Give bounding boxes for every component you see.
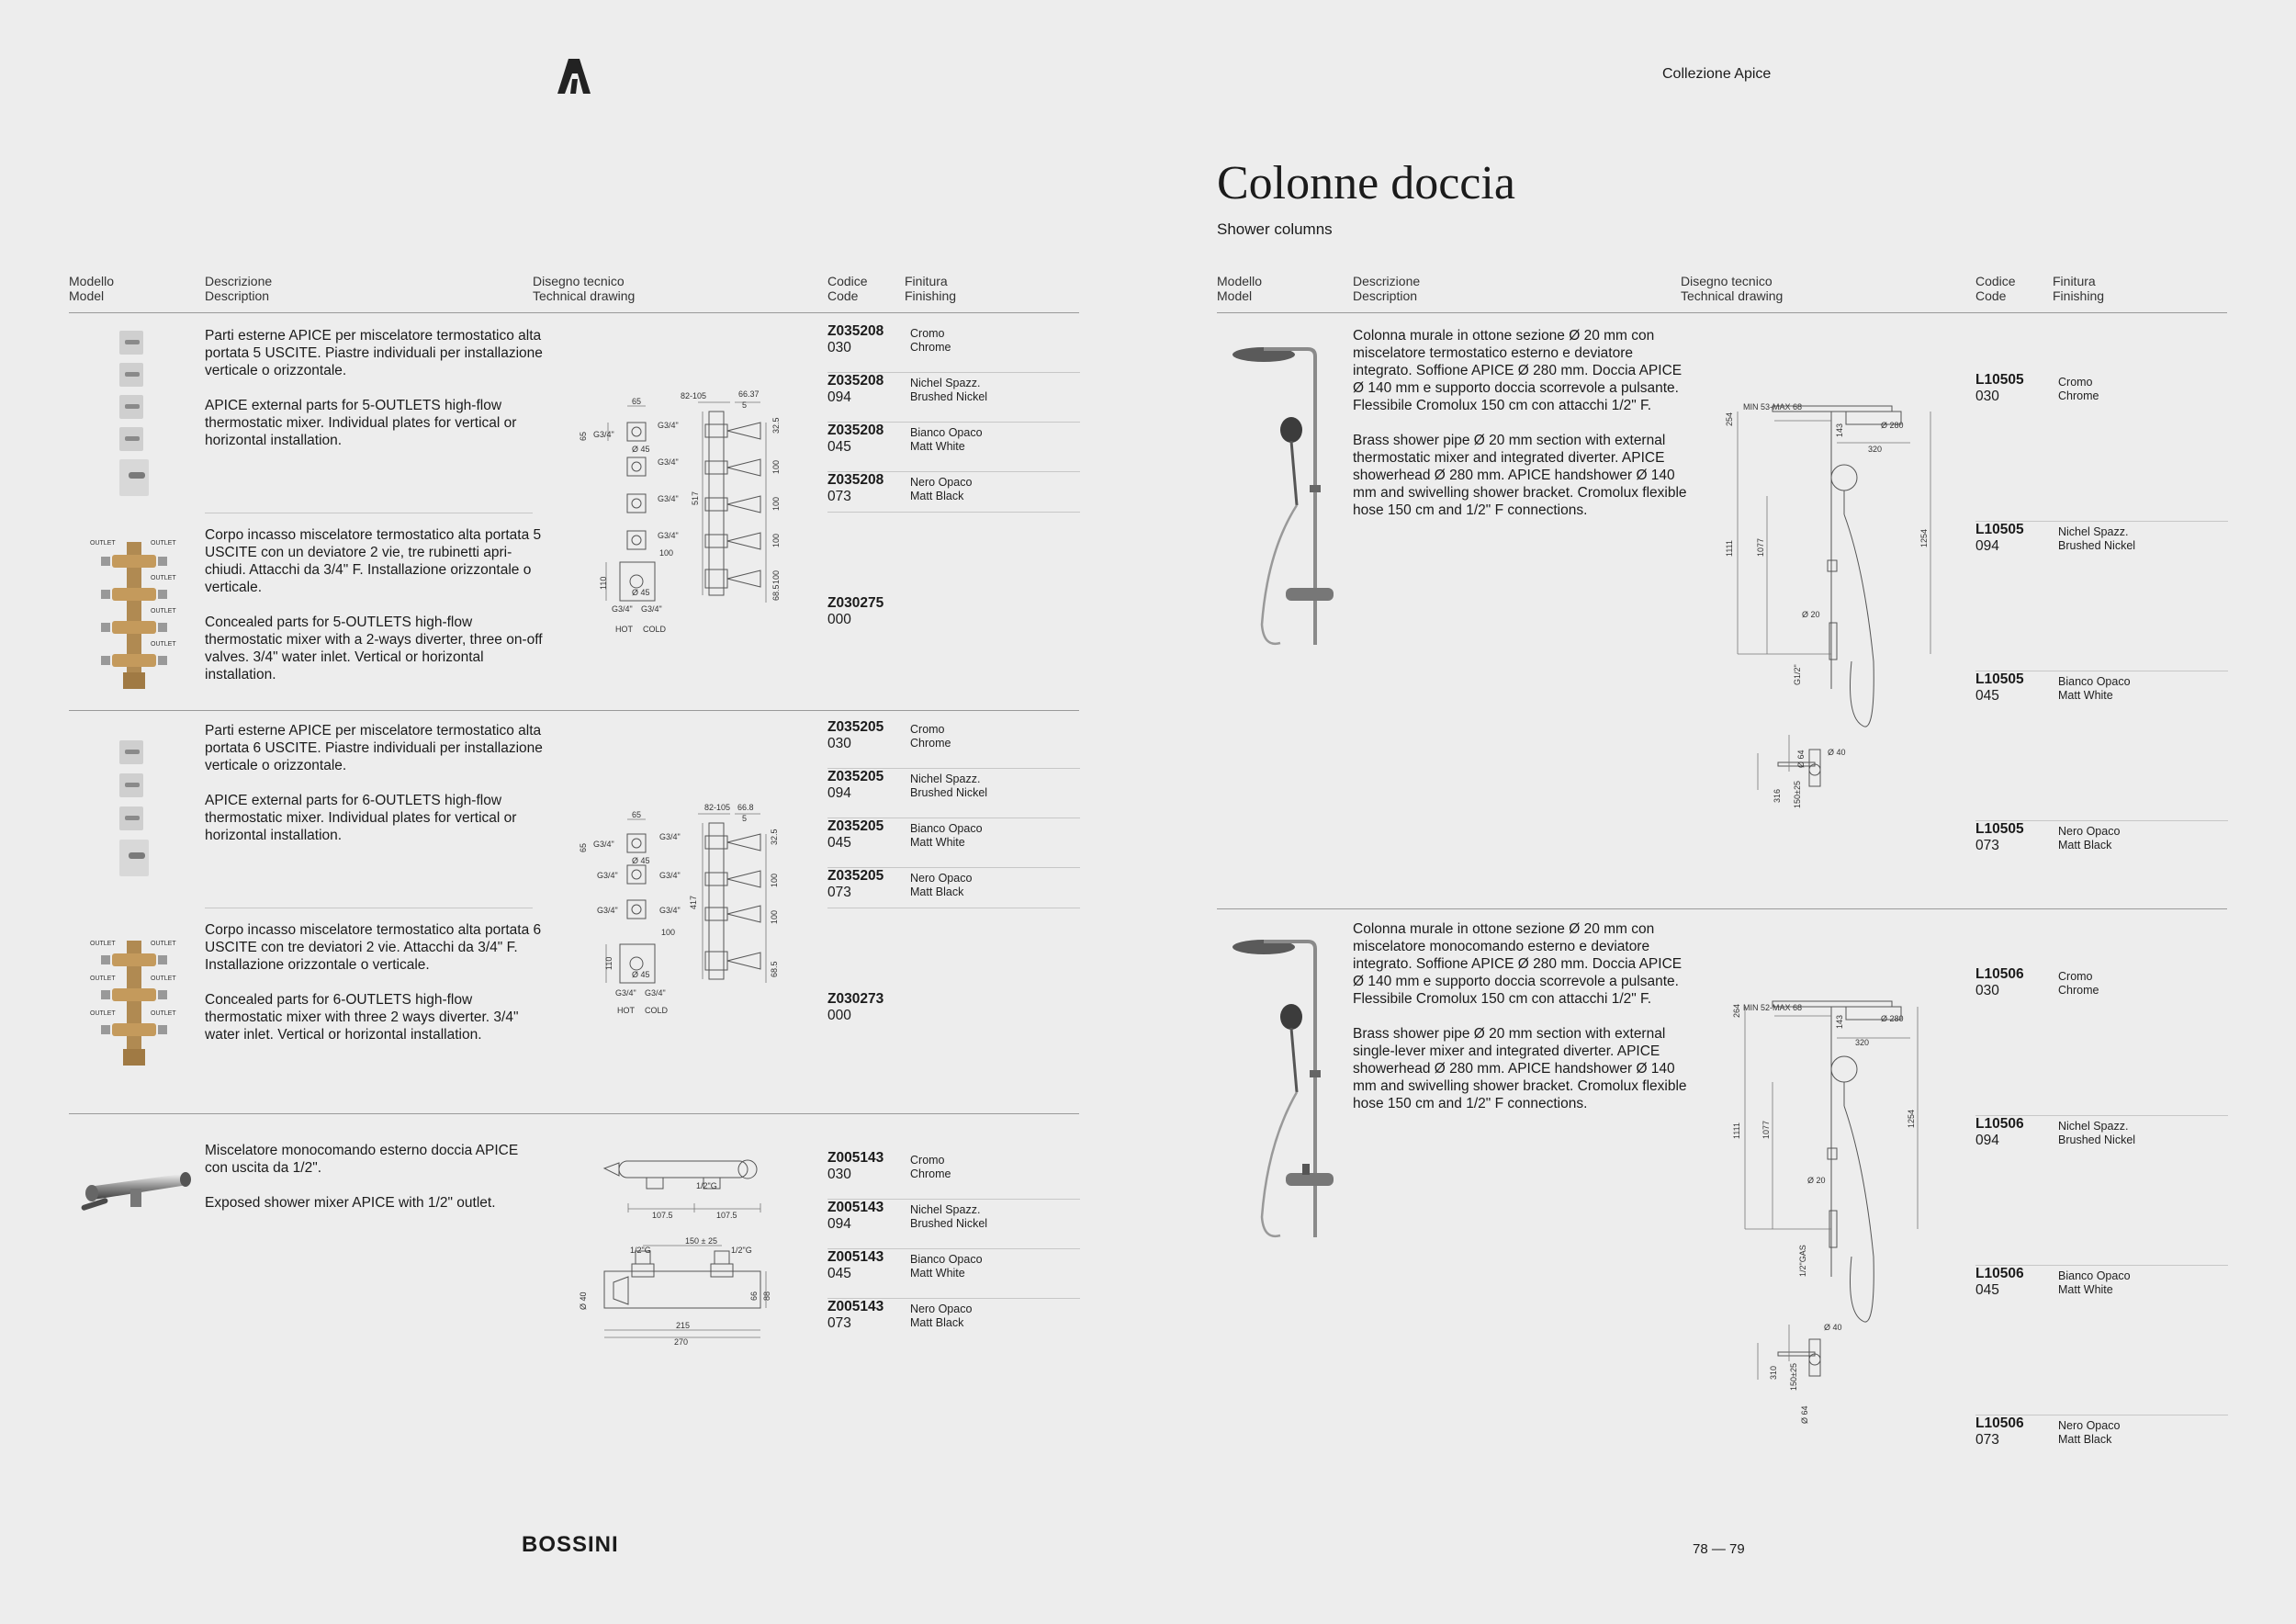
code-row	[1975, 966, 2228, 1116]
dim-label: G3/4"	[597, 906, 618, 915]
code-row	[827, 868, 1080, 917]
dim-label: 88	[762, 1291, 771, 1301]
code-number: Z035205	[827, 818, 884, 834]
dim-label: G3/4"	[612, 604, 633, 614]
code-list-p1	[827, 323, 1080, 521]
dim-label: 110	[604, 956, 613, 970]
dim-label: Ø 40	[1828, 748, 1846, 757]
code-variant: 073	[1975, 1432, 1999, 1448]
model-valve-body-5	[90, 535, 178, 693]
col-header-finish: Finitura Finishing	[2053, 274, 2105, 303]
code-variant: 094	[827, 1216, 851, 1232]
model-plates-5	[119, 331, 151, 496]
code-variant: 094	[1975, 1133, 1999, 1148]
dim-label: 1077	[1761, 1120, 1771, 1139]
product-code	[1975, 1116, 2024, 1149]
product-code	[827, 719, 884, 752]
finish-label: Bianco Opaco Matt White	[910, 822, 983, 849]
code-variant: 000	[827, 1008, 851, 1023]
divider	[1217, 312, 2227, 313]
code-row	[827, 1150, 1080, 1200]
dim-label: 264	[1732, 1003, 1741, 1018]
code-list-r1	[1975, 372, 2228, 970]
product-code	[827, 1150, 884, 1183]
outlet-label: OUTLET	[151, 608, 176, 615]
page-numbers: 78 — 79	[1693, 1541, 1745, 1557]
description-p4: Corpo incasso miscelatore termostatico alta portata 6 USCITE con tre deviatori 2 vie. Attacchi da 3/4" F. Installazione orizzontale o verticale. Concealed parts for 6-OUTLETS high-flow thermostatic mixer with three 2 ways diverter. 3/4" water inlet. Vertical or horizontal installation.	[205, 922, 542, 1043]
finish-label: Cromo Chrome	[2058, 970, 2099, 997]
code-number: Z030275	[827, 595, 884, 611]
code-number: Z035208	[827, 472, 884, 488]
dim-label: 66.37	[738, 389, 760, 399]
dim-label: G3/4"	[615, 988, 636, 998]
dim-label: 310	[1769, 1365, 1778, 1380]
outlet-label: OUTLET	[151, 540, 176, 547]
code-variant: 030	[827, 736, 851, 751]
code-variant: 045	[827, 1266, 851, 1281]
code-number: L10506	[1975, 1116, 2024, 1132]
outlet-label: OUTLET	[90, 976, 116, 982]
product-code	[1975, 1415, 2024, 1449]
dim-label: 100	[771, 496, 781, 511]
product-code	[1975, 522, 2024, 555]
col-header-code: Codice Code	[1975, 274, 2016, 303]
dim-label: 100	[771, 459, 781, 474]
dim-label: 32.5	[771, 417, 781, 434]
code-number: L10505	[1975, 372, 2024, 388]
col-header-description: Descrizione Description	[205, 274, 273, 303]
dim-label: 150±25	[1793, 781, 1802, 808]
dim-label: 110	[599, 576, 608, 590]
dim-label: 100	[771, 570, 781, 584]
code-number: Z035205	[827, 868, 884, 884]
code-number: Z035205	[827, 769, 884, 784]
outlet-label: OUTLET	[90, 1010, 116, 1017]
dim-label: HOT	[615, 625, 633, 634]
finish-label: Cromo Chrome	[2058, 376, 2099, 402]
code-row	[827, 991, 1080, 1028]
outlet-label: OUTLET	[151, 641, 176, 648]
finish-label: Cromo Chrome	[910, 1154, 951, 1180]
outlet-label: OUTLET	[151, 976, 176, 982]
dim-label: 5	[742, 814, 748, 823]
dim-label: 1/2"G	[696, 1181, 717, 1190]
product-code	[1975, 966, 2024, 999]
finish-label: Nichel Spazz. Brushed Nickel	[2058, 1120, 2136, 1146]
dim-label: Ø 20	[1802, 610, 1820, 619]
dim-label: 66.8	[737, 803, 754, 812]
finish-label: Nero Opaco Matt Black	[910, 1303, 973, 1329]
model-valve-body-6	[90, 935, 178, 1069]
dim-label: 270	[674, 1337, 689, 1347]
col-header-model: Modello Model	[1217, 274, 1263, 303]
code-row	[827, 323, 1080, 373]
product-code	[827, 323, 884, 356]
code-number: L10506	[1975, 1415, 2024, 1431]
brand-wordmark: BOSSINI	[522, 1532, 619, 1557]
dim-label: 143	[1835, 423, 1844, 437]
code-number: Z005143	[827, 1299, 884, 1314]
code-row	[827, 1200, 1080, 1249]
code-variant: 030	[827, 340, 851, 355]
col-header-code: Codice Code	[827, 274, 868, 303]
dim-label: 100	[771, 533, 781, 547]
description-p1: Parti esterne APICE per miscelatore termostatico alta portata 5 USCITE. Piastre individuali per installazione verticale o orizzontale. APICE external parts for 5-OUTLETS high-flow thermostatic mixer. Individual plates for vertical or horizontal installation.	[205, 328, 543, 448]
dim-label: 68.5	[771, 584, 781, 601]
code-number: Z035208	[827, 323, 884, 339]
dim-label: G3/4"	[645, 988, 666, 998]
product-code	[827, 373, 884, 406]
dim-label: 1254	[1919, 528, 1929, 547]
code-number: Z005143	[827, 1249, 884, 1265]
dim-label: Ø 45	[632, 856, 650, 865]
dim-label: 143	[1835, 1014, 1844, 1029]
dim-label: 100	[770, 909, 779, 924]
product-code	[827, 595, 884, 628]
dim-label: 417	[689, 895, 698, 909]
model-plates-6	[119, 740, 151, 876]
description-p5: Miscelatore monocomando esterno doccia APICE con uscita da 1/2". Exposed shower mixer APICE with 1/2" outlet.	[205, 1143, 519, 1211]
dim-label: 316	[1773, 788, 1782, 803]
description-p2: Corpo incasso miscelatore termostatico alta portata 5 USCITE con un deviatore 2 vie, tre rubinetti apri-chiudi. Attacchi da 3/4" F. Installazione orizzontale o verticale. Concealed parts for 5-OUTLETS high-flow thermostatic mixer with a 2-ways diverter, three on-off valves. 3/4" water inlet. Vertical or horizontal installation.	[205, 527, 543, 682]
product-code	[1975, 372, 2024, 405]
code-list-p3	[827, 719, 1080, 917]
finish-label: Bianco Opaco Matt White	[2058, 675, 2131, 702]
dim-label: Ø 45	[632, 970, 650, 979]
product-code	[827, 472, 884, 505]
dim-label: 100	[661, 928, 676, 937]
code-variant: 094	[1975, 538, 1999, 554]
technical-drawing-5-outlets	[569, 386, 799, 636]
dim-label: 68.5	[770, 961, 779, 977]
code-row	[1975, 821, 2228, 970]
product-code	[827, 818, 884, 851]
finish-label: Nero Opaco Matt Black	[910, 476, 973, 502]
divider	[69, 1113, 1079, 1114]
page-subtitle: Shower columns	[1217, 220, 1333, 238]
finish-label: Nichel Spazz. Brushed Nickel	[910, 377, 988, 403]
dim-label: 107.5	[652, 1211, 673, 1220]
code-row	[827, 769, 1080, 818]
dim-label: G3/4"	[593, 840, 614, 849]
product-code	[827, 769, 884, 802]
dim-label: Ø 45	[632, 588, 650, 597]
dim-label: G3/4"	[641, 604, 662, 614]
dim-label: 65	[632, 397, 642, 406]
dim-label: 254	[1725, 412, 1734, 426]
technical-drawing-column-single-lever	[1717, 981, 1947, 1431]
dim-label: G3/4"	[659, 906, 681, 915]
finish-label: Bianco Opaco Matt White	[910, 426, 983, 453]
dim-label: G3/4"	[659, 832, 681, 841]
code-number: L10506	[1975, 1266, 2024, 1281]
code-variant: 030	[827, 1167, 851, 1182]
code-number: Z035208	[827, 423, 884, 438]
dim-label: COLD	[643, 625, 667, 634]
description-r2: Colonna murale in ottone sezione Ø 20 mm con miscelatore monocomando esterno e deviatore integrato. Soffione APICE Ø 280 mm. Doccia APICE Ø 140 mm e supporto doccia scorrevole a pulsante. Flessibile Cromolux 150 cm con attacchi 1/2" F. Brass shower pipe Ø 20 mm section with external single-lever mixer and integrated diverter. APICE showerhead Ø 280 mm. APICE handshower Ø 140 mm and swivelling shower bracket. Cromolux flexible hose 150 cm and 1/2" F connections.	[1353, 921, 1687, 1111]
dim-label: COLD	[645, 1006, 669, 1015]
dim-label: HOT	[617, 1006, 635, 1015]
code-number: Z035205	[827, 719, 884, 735]
dim-label: 1254	[1907, 1109, 1916, 1128]
code-row	[1975, 1415, 2228, 1564]
finish-label: Nero Opaco Matt Black	[2058, 1419, 2121, 1446]
dim-label: 1077	[1756, 537, 1765, 557]
dim-label: G3/4"	[658, 494, 679, 503]
dim-label: G1/2"	[1793, 664, 1802, 685]
code-row	[1975, 1116, 2228, 1266]
code-row	[827, 472, 1080, 521]
dim-label: 150 ± 25	[685, 1236, 717, 1246]
dim-label: G3/4"	[659, 871, 681, 880]
code-row	[827, 373, 1080, 423]
finish-label: Nichel Spazz. Brushed Nickel	[910, 773, 988, 799]
outlet-label: OUTLET	[90, 540, 116, 547]
product-code	[827, 1299, 884, 1332]
divider	[69, 710, 1079, 711]
dim-label: 82-105	[681, 391, 707, 400]
dim-label: 100	[659, 548, 674, 558]
code-number: L10505	[1975, 522, 2024, 537]
code-variant: 073	[1975, 838, 1999, 853]
product-code	[827, 991, 884, 1024]
code-number: Z030273	[827, 991, 884, 1007]
finish-label: Nichel Spazz. Brushed Nickel	[2058, 525, 2136, 552]
dim-label: 1111	[1725, 539, 1734, 557]
model-exposed-mixer	[79, 1165, 198, 1220]
dim-label: Ø 280	[1881, 1014, 1904, 1023]
finish-label: Nero Opaco Matt Black	[2058, 825, 2121, 851]
dim-label: 1/2"G	[731, 1246, 752, 1255]
code-variant: 045	[827, 439, 851, 455]
code-variant: 094	[827, 389, 851, 405]
outlet-label: OUTLET	[151, 1010, 176, 1017]
code-variant: 073	[827, 489, 851, 504]
code-variant: 045	[827, 835, 851, 851]
code-list-p2	[827, 595, 1080, 632]
technical-drawing-exposed-mixer	[577, 1148, 770, 1352]
code-list-p4	[827, 991, 1080, 1028]
product-code	[1975, 1266, 2024, 1299]
code-row	[1975, 671, 2228, 821]
product-code	[1975, 821, 2024, 854]
divider	[827, 512, 1080, 513]
code-row	[827, 1249, 1080, 1299]
dim-label: 66	[749, 1291, 759, 1301]
code-variant: 045	[1975, 688, 1999, 704]
dim-label: Ø 280	[1881, 421, 1904, 430]
code-row	[827, 423, 1080, 472]
code-list-r2	[1975, 966, 2228, 1564]
dim-label: G3/4"	[658, 421, 679, 430]
code-row	[1975, 372, 2228, 522]
finish-label: Bianco Opaco Matt White	[910, 1253, 983, 1280]
dim-label: 320	[1868, 445, 1883, 454]
finish-label: Nero Opaco Matt Black	[910, 872, 973, 898]
dim-label: Ø 20	[1807, 1176, 1826, 1185]
code-variant: 073	[827, 885, 851, 900]
technical-drawing-column-thermostatic	[1717, 386, 1947, 845]
finish-label: Nichel Spazz. Brushed Nickel	[910, 1203, 988, 1230]
code-number: L10505	[1975, 671, 2024, 687]
dim-label: 65	[579, 842, 588, 852]
technical-drawing-6-outlets	[569, 799, 799, 1018]
dim-label: Ø 64	[1800, 1405, 1809, 1424]
finish-label: Cromo Chrome	[910, 327, 951, 354]
col-header-drawing: Disegno tecnico Technical drawing	[533, 274, 636, 303]
col-header-drawing: Disegno tecnico Technical drawing	[1681, 274, 1784, 303]
dim-label: MIN 52-MAX 68	[1743, 1003, 1803, 1012]
col-header-finish: Finitura Finishing	[905, 274, 957, 303]
product-code	[827, 868, 884, 901]
description-p3: Parti esterne APICE per miscelatore termostatico alta portata 6 USCITE. Piastre individuali per installazione verticale o orizzontale. APICE external parts for 6-OUTLETS high-flow thermostatic mixer. Individual plates for vertical or horizontal installation.	[205, 723, 543, 843]
col-header-model: Modello Model	[69, 274, 115, 303]
dim-label: 1/2"G	[630, 1246, 651, 1255]
dim-label: 65	[632, 810, 642, 819]
description-r1: Colonna murale in ottone sezione Ø 20 mm con miscelatore termostatico esterno e deviatore integrato. Soffione APICE Ø 280 mm. Doccia APICE Ø 140 mm e supporto doccia scorrevole a pulsante. Flessibile Cromolux 150 cm con attacchi 1/2" F. Brass shower pipe Ø 20 mm section with external thermostatic mixer and integrated diverter. APICE showerhead Ø 280 mm. APICE handshower Ø 140 mm and swivelling shower bracket. Cromolux flexible hose 150 cm and 1/2" F connections.	[1353, 328, 1687, 518]
outlet-label: OUTLET	[90, 941, 116, 947]
product-code	[827, 1200, 884, 1233]
finish-label: Bianco Opaco Matt White	[2058, 1269, 2131, 1296]
dim-label: 5	[742, 400, 748, 410]
code-variant: 073	[827, 1315, 851, 1331]
product-code	[827, 423, 884, 456]
outlet-label: OUTLET	[151, 575, 176, 581]
dim-label: Ø 40	[579, 1291, 588, 1310]
code-row	[827, 818, 1080, 868]
code-row	[827, 595, 1080, 632]
dim-label: Ø 40	[1824, 1323, 1842, 1332]
product-code	[827, 1249, 884, 1282]
dim-label: Ø 45	[632, 445, 650, 454]
dim-label: G3/4"	[658, 531, 679, 540]
dim-label: G3/4"	[597, 871, 618, 880]
dim-label: 65	[579, 431, 588, 441]
product-code	[1975, 671, 2024, 705]
code-variant: 030	[1975, 389, 1999, 404]
dim-label: 107.5	[716, 1211, 737, 1220]
code-variant: 030	[1975, 983, 1999, 998]
page-title: Colonne doccia	[1217, 157, 1515, 209]
code-number: Z005143	[827, 1200, 884, 1215]
dim-label: 1/2"GAS	[1798, 1245, 1807, 1277]
brand-logo-icon	[556, 57, 592, 96]
dim-label: 32.5	[770, 829, 779, 845]
code-number: Z005143	[827, 1150, 884, 1166]
dim-label: 320	[1855, 1038, 1870, 1047]
dim-label: 215	[676, 1321, 691, 1330]
code-number: L10505	[1975, 821, 2024, 837]
dim-label: 517	[691, 491, 700, 505]
model-shower-column-single-lever	[1231, 923, 1341, 1248]
model-shower-column-thermostatic	[1231, 331, 1341, 656]
finish-label: Cromo Chrome	[910, 723, 951, 750]
dim-label: 1111	[1732, 1122, 1741, 1139]
code-variant: 094	[827, 785, 851, 801]
divider	[69, 312, 1079, 313]
dim-label: G3/4"	[658, 457, 679, 467]
collection-label: Collezione Apice	[1662, 66, 1772, 82]
dim-label: 82-105	[704, 803, 731, 812]
divider	[1217, 908, 2227, 909]
code-row	[827, 719, 1080, 769]
code-row	[1975, 522, 2228, 671]
dim-label: G3/4"	[593, 430, 614, 439]
code-row	[1975, 1266, 2228, 1415]
code-variant: 045	[1975, 1282, 1999, 1298]
dim-label: Ø 64	[1796, 750, 1806, 768]
code-row	[827, 1299, 1080, 1348]
code-list-p5	[827, 1150, 1080, 1348]
dim-label: 100	[770, 873, 779, 887]
dim-label: 150±25	[1789, 1363, 1798, 1391]
code-number: L10506	[1975, 966, 2024, 982]
dim-label: MIN 53-MAX 68	[1743, 402, 1803, 412]
code-number: Z035208	[827, 373, 884, 389]
code-variant: 000	[827, 612, 851, 627]
outlet-label: OUTLET	[151, 941, 176, 947]
col-header-description: Descrizione Description	[1353, 274, 1421, 303]
